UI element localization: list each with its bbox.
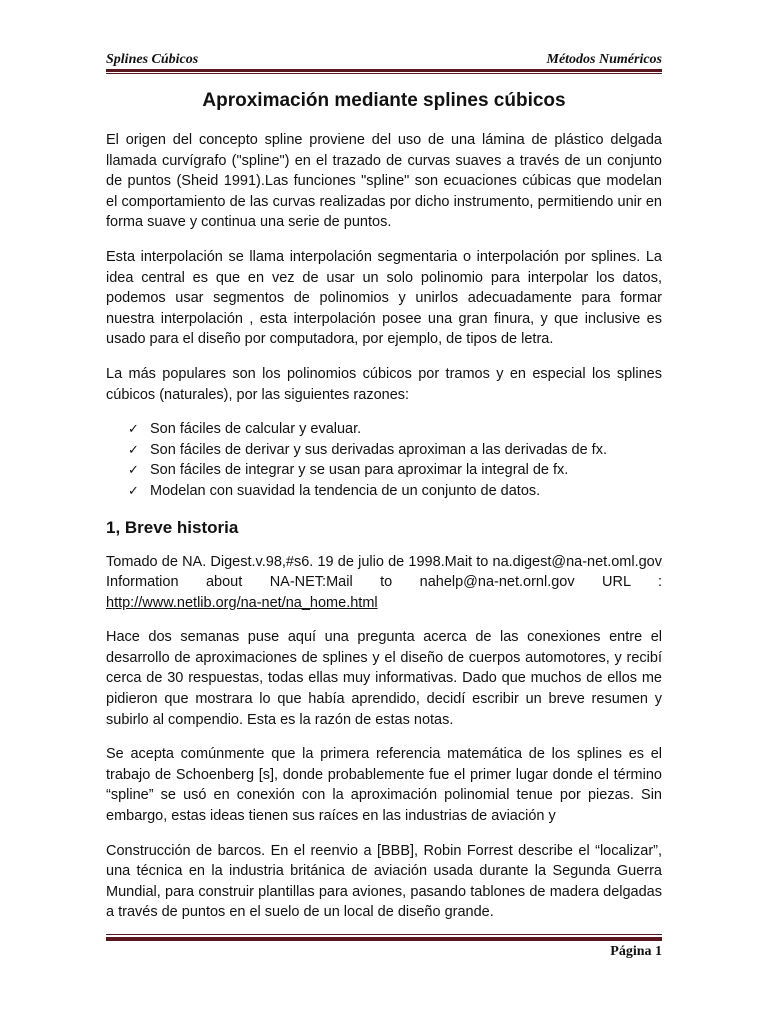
- list-item-text: Son fáciles de derivar y sus derivadas aproximan a las derivadas de fx.: [150, 441, 607, 458]
- reasons-list: [106, 419, 662, 501]
- checkmark-icon: ✓: [128, 462, 139, 478]
- checkmark-icon: ✓: [128, 421, 139, 437]
- list-item: [128, 460, 662, 481]
- checkmark-icon: ✓: [128, 441, 139, 457]
- header-rule-thin: [106, 73, 662, 74]
- page-body: [106, 88, 662, 937]
- source-paragraph: [106, 552, 662, 614]
- history-paragraph-2: Se acepta comúnmente que la primera referencia matemática de los splines es el trabajo de Schoenberg [s], donde probablemente fue el primer lugar donde el término “spline” se usó en conexión con la aproximación polinomial tenue por piezas. Sin embargo, estas ideas tienen sus raíces en las industrias de aviación y: [106, 746, 662, 825]
- history-paragraph-1: Hace dos semanas puse aquí una pregunta acerca de las conexiones entre el desarrollo de aproximaciones de splines y el diseño de cuerpos automotores, y recibí cerca de 30 respuestas, todas ellas muy informativas. Dado que muchos de ellos me pidieron que mostrara lo que había aprendido, decidí escribir un breve resumen y subirlo al compendio. Esta es la razón de estas notas.: [106, 629, 662, 728]
- source-text: Tomado de NA. Digest.v.98,#s6. 19 de julio de 1998.Mait to na.digest@na-net.oml.gov Information about NA-NET:Mail to nahelp@na-net.ornl.gov URL :: [106, 553, 662, 591]
- list-item-text: Modelan con suavidad la tendencia de un conjunto de datos.: [150, 482, 541, 499]
- history-paragraph-3: Construcción de barcos. En el reenvio a [BBB], Robin Forrest describe el “localizar”, una técnica en la industria británica de aviación usada durante la Segunda Guerra Mundial, para construir plantillas para aviones, pasando tablones de madera delgadas a través de puntos en el suelo de un local de diseño grande.: [106, 842, 662, 921]
- page-header: [106, 44, 662, 68]
- header-left: Splines Cúbicos: [106, 52, 199, 67]
- page-number: Página 1: [610, 944, 662, 959]
- checkmark-icon: ✓: [128, 482, 139, 498]
- paragraph-intro-2: Esta interpolación se llama interpolación segmentaria o interpolación por splines. La idea central es que en vez de usar un solo polinomio para interpolar los datos, podemos usar segmentos de polinomios y unirlos adecuadamente para formar nuestra interpolación , esta interpolación posee una gran finura, y que inclusive es usado para el diseño por computadora, por ejemplo, de tipos de letra.: [106, 248, 662, 348]
- footer-rule-thin: [106, 934, 662, 935]
- header-right: Métodos Numéricos: [546, 52, 662, 67]
- paragraph-intro-3: La más populares son los polinomios cúbicos por tramos y en especial los splines cúbicos (naturales), por las siguientes razones:: [106, 365, 662, 403]
- paragraph-intro-1: El origen del concepto spline proviene del uso de una lámina de plástico delgada llamada curvígrafo ("spline") en el trazado de curvas suaves a través de un conjunto de puntos (Sheid 1991).Las funciones "spline" son ecuaciones cúbicas que modelan el comportamiento de las curvas realizadas por dicho instrumento, permitiendo unir en forma suave y continua una serie de puntos.: [106, 132, 662, 231]
- list-item-text: Son fáciles de calcular y evaluar.: [150, 421, 362, 438]
- list-item-text: Son fáciles de integrar y se usan para aproximar la integral de fx.: [150, 462, 569, 479]
- list-item: [128, 419, 662, 440]
- section-heading: 1, Breve historia: [106, 517, 239, 537]
- page-title: Aproximación mediante splines cúbicos: [202, 90, 566, 111]
- header-rule: [106, 69, 662, 72]
- list-item: [128, 481, 662, 502]
- list-item: [128, 440, 662, 461]
- source-link[interactable]: http://www.netlib.org/na-net/na_home.html: [106, 594, 378, 611]
- footer-rule: [106, 937, 662, 941]
